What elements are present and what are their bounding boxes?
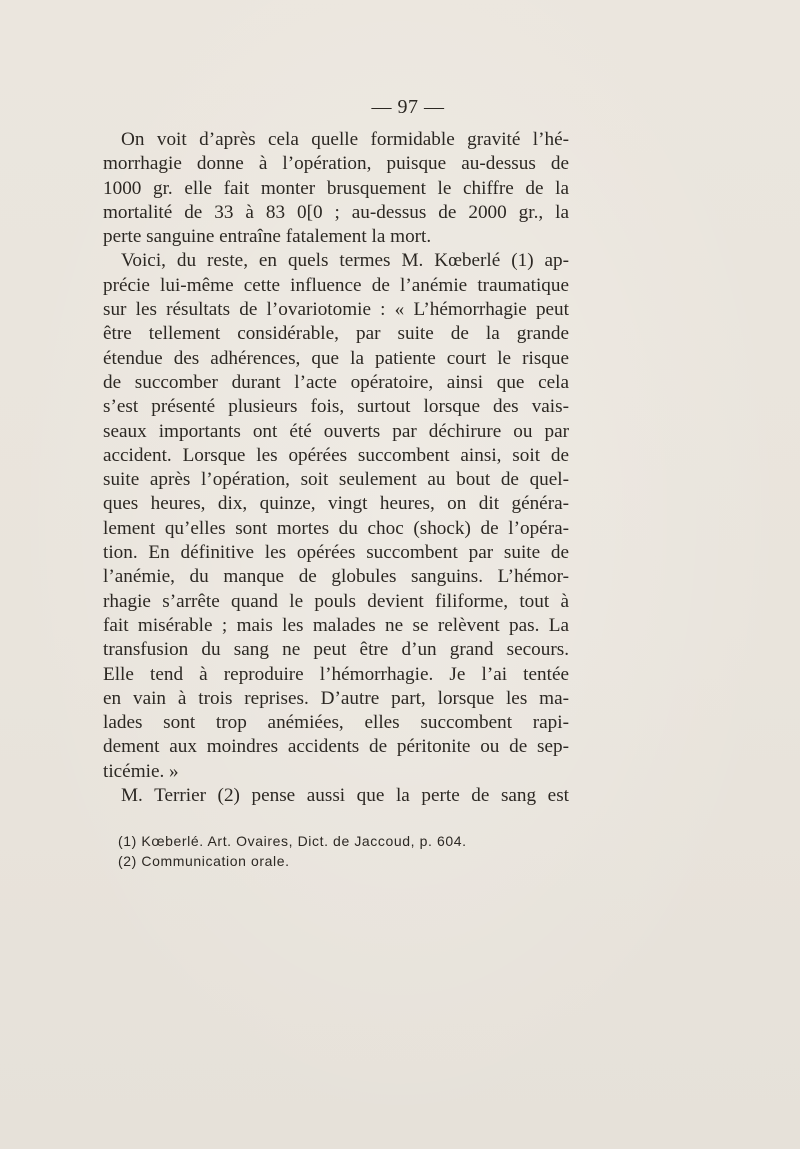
- text-line: accident. Lorsque les opérées succombent ainsi, soit de: [103, 444, 569, 466]
- footnote: (2) Communication orale.: [118, 852, 290, 869]
- text-line: l’anémie, du manque de globules sanguins. L’hémor-: [103, 566, 569, 588]
- text-line: Voici, du reste, en quels termes M. Kœberlé (1) ap-: [121, 250, 569, 272]
- text-line: lement qu’elles sont mortes du choc (shock) de l’opéra-: [103, 517, 569, 539]
- text-line: Elle tend à reproduire l’hémorrhagie. Je l’ai tentée: [103, 663, 569, 685]
- text-line: M. Terrier (2) pense aussi que la perte de sang est: [121, 785, 569, 807]
- text-line: suite après l’opération, soit seulement au bout de quel-: [103, 469, 569, 491]
- page-number: — 97 —: [371, 96, 445, 118]
- text-line: en vain à trois reprises. D’autre part, lorsque les ma-: [103, 687, 569, 709]
- footnotes: [118, 832, 570, 871]
- text-line: dement aux moindres accidents de péritonite ou de sep-: [103, 736, 569, 758]
- text-line: perte sanguine entraîne fatalement la mort.: [103, 226, 432, 248]
- text-line: fait misérable ; mais les malades ne se relèvent pas. La: [103, 614, 569, 636]
- text-line: précie lui-même cette influence de l’anémie traumatique: [103, 274, 569, 296]
- text-line: ques heures, dix, quinze, vingt heures, on dit généra-: [103, 493, 569, 515]
- footnote: (1) Kœberlé. Art. Ovaires, Dict. de Jaccoud, p. 604.: [118, 833, 467, 849]
- text-line: transfusion du sang ne peut être d’un grand secours.: [103, 639, 569, 661]
- text-line: mortalité de 33 à 83 0[0 ; au-dessus de 2000 gr., la: [103, 201, 569, 223]
- text-line: tion. En définitive les opérées succombent par suite de: [103, 542, 569, 564]
- text-line: étendue des adhérences, que la patiente court le risque: [103, 347, 569, 369]
- text-line: ticémie. »: [103, 760, 179, 782]
- text-line: sur les résultats de l’ovariotomie : « L’hémorrhagie peut: [103, 299, 569, 321]
- text-line: rhagie s’arrête quand le pouls devient filiforme, tout à: [103, 590, 569, 612]
- text-line: seaux importants ont été ouverts par déchirure ou par: [103, 420, 569, 442]
- text-line: de succomber durant l’acte opératoire, ainsi que cela: [103, 371, 569, 393]
- text-line: On voit d’après cela quelle formidable gravité l’hé-: [121, 129, 569, 150]
- text-line: être tellement considérable, par suite de la grande: [103, 323, 569, 345]
- text-line: s’est présenté plusieurs fois, surtout lorsque des vais-: [103, 396, 569, 418]
- body-text: [103, 128, 569, 808]
- text-line: morrhagie donne à l’opération, puisque au-dessus de: [103, 153, 569, 175]
- text-line: 1000 gr. elle fait monter brusquement le chiffre de la: [103, 177, 569, 199]
- text-line: lades sont trop anémiées, elles succombent rapi-: [103, 712, 569, 734]
